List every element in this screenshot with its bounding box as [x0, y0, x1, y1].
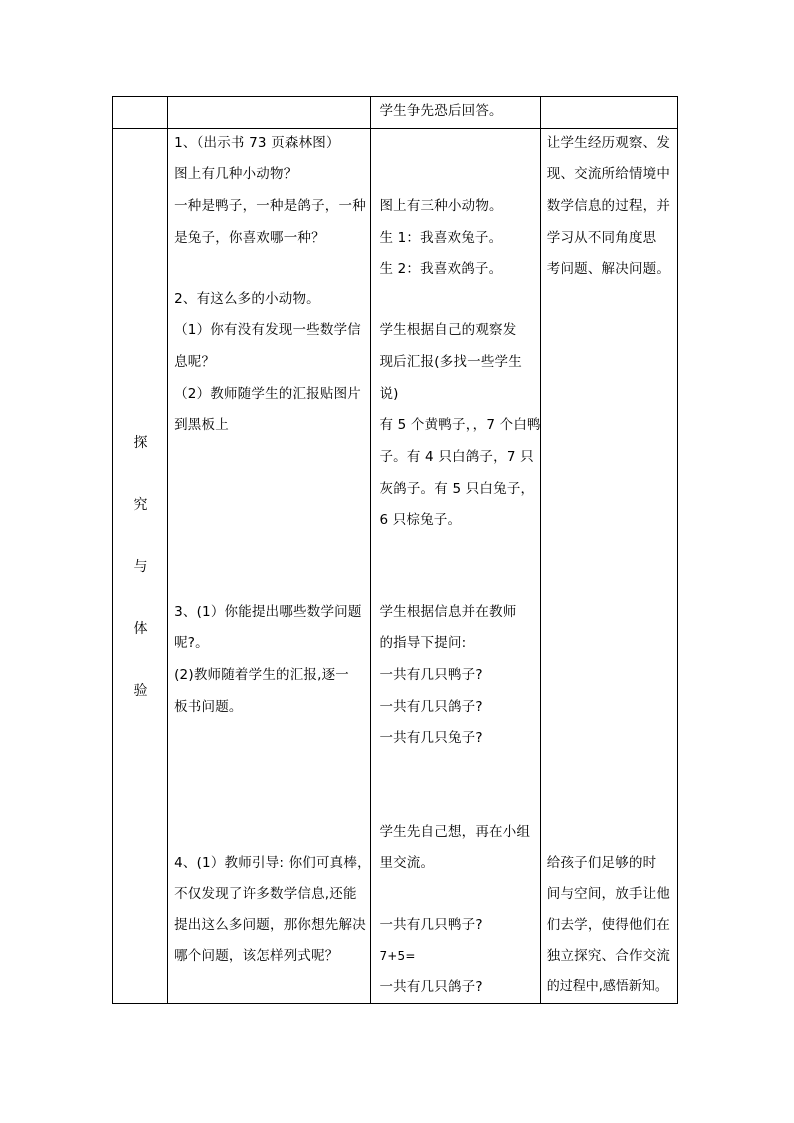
intent-line: 们去学，使得他们在 — [546, 917, 671, 933]
section-label-cell — [113, 129, 168, 1004]
student-line: 一共有几只鸽子? — [379, 699, 483, 715]
teacher-line: 哪个问题，该怎样列式呢？ — [174, 948, 339, 964]
teacher-line: 不仅发现了许多数学信息,还能 — [174, 886, 357, 902]
teacher-line: 板书问题。 — [174, 699, 243, 715]
teacher-line: 呢?。 — [174, 635, 209, 651]
student-line: 里交流。 — [379, 855, 435, 871]
student-line: 子。有 4 只白鸽子，7 只 — [379, 449, 534, 465]
intent-line: 学习从不同角度思 — [546, 230, 657, 246]
intent-line: 现、交流所给情境中 — [546, 166, 671, 182]
teacher-cell-empty — [168, 97, 371, 129]
teacher-line: 1、（出示书 73 页森林图） — [174, 135, 340, 151]
student-line: 学生根据自己的观察发 — [379, 322, 517, 338]
student-line: 一共有几只鸭子? — [379, 917, 483, 933]
student-line: 7+5= — [379, 949, 416, 963]
teacher-line: （1）你有没有发现一些数学信 — [174, 322, 361, 338]
intent-line: 数学信息的过程，并 — [546, 198, 671, 214]
section-label-char: 探 — [133, 435, 148, 451]
teacher-line: （2）教师随学生的汇报贴图片 — [174, 386, 361, 402]
student-response-text: 学生争先恐后回答。 — [379, 103, 503, 119]
student-line: 有 5 个黄鸭子，，7 个白鸭 — [379, 417, 541, 433]
teacher-line: 是兔子，你喜欢哪一种？ — [174, 230, 325, 246]
student-line: 图上有三种小动物。 — [379, 198, 503, 214]
intent-line: 独立探究、合作交流 — [546, 948, 671, 964]
student-line: 说) — [379, 386, 399, 402]
intent-line: 间与空间，放手让他 — [546, 886, 671, 902]
student-line: 现后汇报(多找一些学生 — [379, 354, 522, 370]
student-line: 一共有几只鸭子? — [379, 667, 483, 683]
section-label-char: 究 — [133, 497, 148, 513]
teacher-line: 3、(1）你能提出哪些数学问题 — [174, 604, 362, 620]
section-cell-empty — [113, 97, 168, 129]
intent-line: 的过程中,感悟新知。 — [546, 979, 668, 994]
student-line: 生 1：我喜欢兔子。 — [379, 230, 503, 246]
teacher-line: 提出这么多问题，那你想先解决 — [174, 917, 366, 933]
teacher-line: 2、有这么多的小动物。 — [174, 291, 320, 307]
student-line: 学生先自己想，再在小组 — [379, 824, 531, 840]
intent-line: 让学生经历观察、发 — [546, 135, 671, 151]
teacher-activity-cell — [168, 129, 371, 1004]
student-line: 6 只棕兔子。 — [379, 512, 462, 528]
section-label-char: 与 — [133, 559, 148, 575]
section-label-char: 验 — [133, 683, 148, 699]
teacher-line: 一种是鸭子，一种是鸽子，一种 — [174, 198, 366, 214]
teacher-line: 到黑板上 — [174, 417, 229, 433]
student-line: 灰鸽子。有 5 只白兔子， — [379, 481, 535, 497]
intent-line: 考问题、解决问题。 — [546, 261, 671, 277]
student-line: 学生根据信息并在教师 — [379, 604, 517, 620]
intent-line: 给孩子们足够的时 — [546, 855, 657, 871]
student-response-cell — [371, 97, 540, 129]
table-row-main — [113, 129, 678, 1004]
student-line: 一共有几只鸽子? — [379, 979, 483, 995]
design-intent-cell — [540, 129, 677, 1004]
student-activity-cell — [371, 129, 540, 1004]
section-label-char: 体 — [133, 621, 148, 637]
table-row-top — [113, 97, 678, 129]
teacher-line: (2)教师随着学生的汇报,逐一 — [174, 667, 350, 683]
student-line: 一共有几只兔子? — [379, 730, 483, 746]
student-line: 的指导下提问: — [379, 635, 467, 651]
teacher-line: 图上有几种小动物？ — [174, 166, 298, 182]
teacher-line: 息呢？ — [174, 354, 216, 370]
lesson-plan-table — [112, 96, 678, 1004]
teacher-line: 4、(1）教师引导: 你们可真棒， — [174, 855, 371, 871]
student-line: 生 2：我喜欢鸽子。 — [379, 261, 503, 277]
intent-cell-empty — [540, 97, 677, 129]
